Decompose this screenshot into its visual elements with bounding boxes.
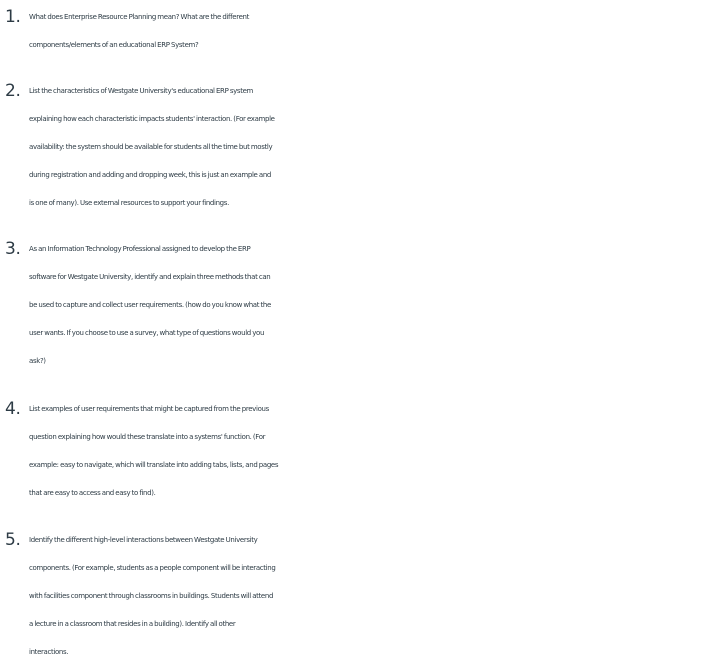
question-3-line: ask?) xyxy=(29,357,46,365)
question-3-line: As an Information Technology Professional assigned to develop the ERP xyxy=(29,245,251,253)
question-4 xyxy=(5,395,705,507)
question-5-line: interactions. xyxy=(29,648,69,656)
question-3-line: user wants. If you choose to use a survey, what type of questions would you xyxy=(29,329,265,337)
question-5-line: a lecture in a classroom that resides in a building). Identify all other xyxy=(29,620,236,628)
question-1-line: What does Enterprise Resource Planning mean? What are the different xyxy=(29,13,250,21)
question-1-text xyxy=(5,3,705,59)
question-1-number: 1. xyxy=(5,7,21,27)
question-4-number: 4. xyxy=(5,399,21,419)
question-3-text xyxy=(5,235,705,375)
question-2-line: availability: the system should be available for students all the time but mostly xyxy=(29,143,273,151)
question-2-line: is one of many). Use external resources to support your findings. xyxy=(29,199,229,207)
question-5-line: with facilities component through classrooms in buildings. Students will attend xyxy=(29,592,274,600)
question-5-number: 5. xyxy=(5,530,21,550)
question-4-line: that are easy to access and easy to find). xyxy=(29,489,156,497)
question-4-line: example: easy to navigate, which will translate into adding tabs, lists, and pages xyxy=(29,461,279,469)
question-3-line: software for Westgate University, identify and explain three methods that can xyxy=(29,273,271,281)
question-2-line: explaining how each characteristic impacts students' interaction. (For example xyxy=(29,115,275,123)
question-2-line: during registration and adding and dropping week, this is just an example and xyxy=(29,171,272,179)
question-4-line: List examples of user requirements that might be captured from the previous xyxy=(29,405,269,413)
question-4-line: question explaining how would these translate into a systems' function. (For xyxy=(29,433,266,441)
question-2-number: 2. xyxy=(5,81,21,101)
question-5-text xyxy=(5,526,705,666)
question-5 xyxy=(5,526,705,666)
question-3-line: be used to capture and collect user requirements. (how do you know what the xyxy=(29,301,271,309)
question-5-line: Identify the different high-level interactions between Westgate University xyxy=(29,536,258,544)
question-1-line: components/elements of an educational ERP System? xyxy=(29,41,199,49)
question-3 xyxy=(5,235,705,375)
question-2-text xyxy=(5,77,705,217)
question-4-text xyxy=(5,395,705,507)
question-2-line: List the characteristics of Westgate University's educational ERP system xyxy=(29,87,254,95)
question-1 xyxy=(5,3,705,59)
question-5-line: components. (For example, students as a people component will be interacting xyxy=(29,564,276,572)
question-2 xyxy=(5,77,705,217)
question-3-number: 3. xyxy=(5,239,21,259)
